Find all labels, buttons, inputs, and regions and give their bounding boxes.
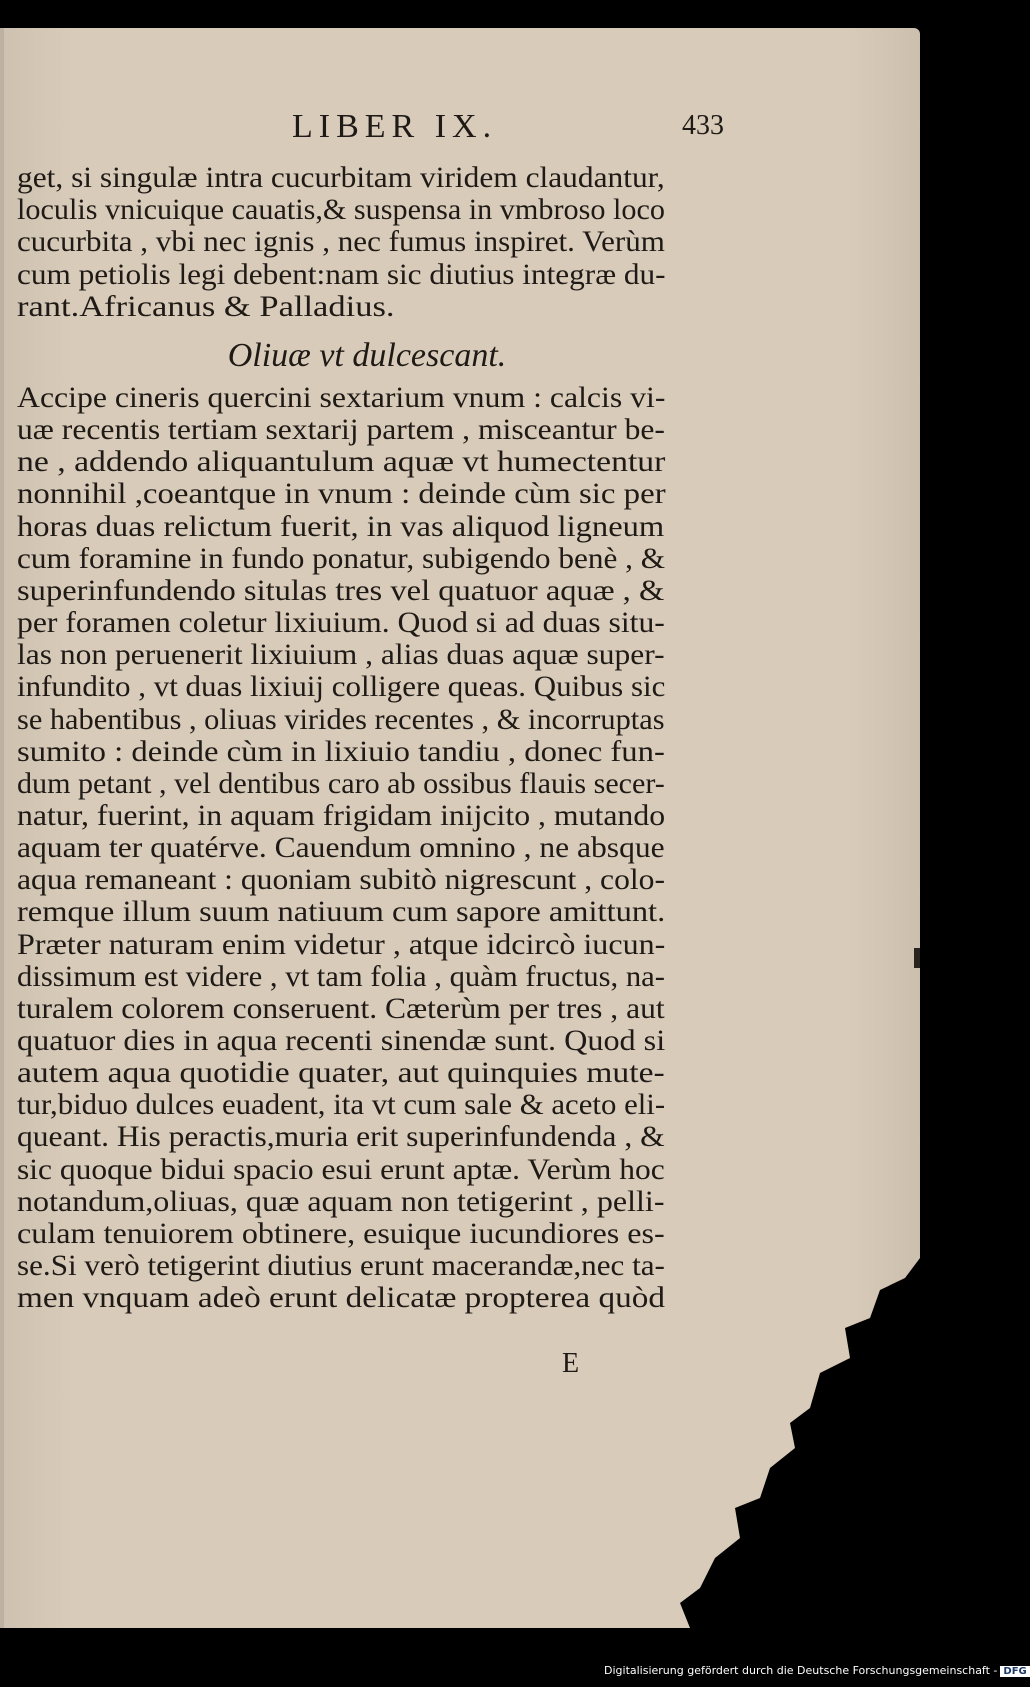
text-line: sumito : deinde cùm in lixiuio tandiu , donec fun- (17, 734, 665, 768)
dfg-logo: DFG (1000, 1666, 1029, 1677)
text-line: quatuor dies in aqua recenti sinendæ sunt. Quod si (17, 1024, 666, 1057)
torn-corner-shape (680, 1258, 920, 1628)
text-line: Præter naturam enim videtur , atque idcircò iucun- (17, 927, 666, 961)
text-line: cum petiolis legi debent:nam sic diutius integræ du- (17, 257, 666, 291)
text-line: get, si singulæ intra cucurbitam viridem claudantur, (17, 161, 665, 194)
text-line: sic quoque bidui spacio esui erunt aptæ. Verùm hoc (17, 1152, 665, 1186)
text-line: loculis vnicuique cauatis,& suspensa in vmbroso loco (17, 193, 665, 227)
text-line: superinfundendo situlas tres vel quatuor aquæ , & (17, 573, 665, 607)
text-line: las non peruenerit lixiuium , alias duas aquæ super- (17, 638, 665, 672)
text-line: infundito , vt duas lixiuij colligere queas. Quibus sic (17, 670, 666, 704)
text-line: nonnihil ,coeantque in vnum : deinde cùm sic per (17, 477, 666, 511)
text-line: se.Si verò tetigerint diutius erunt macerandæ,nec ta- (17, 1249, 665, 1283)
text-line: aquam ter quatérve. Cauendum omnino , ne absque (17, 831, 665, 865)
text-line: rant.Africanus & Palladius. (17, 289, 395, 323)
text-line: remque illum suum natiuum cum sapore amittunt. (17, 895, 666, 929)
footer-text: Digitalisierung gefördert durch die Deutsche Forschungsgemeinschaft - (604, 1664, 998, 1677)
text-line: Accipe cineris quercini sextarium vnum : calcis vi- (17, 381, 666, 414)
running-head (17, 96, 724, 152)
text-line: cum foramine in fundo ponatur, subigendo benè , & (17, 541, 666, 575)
section-heading: Oliuæ vt dulcescant. (227, 337, 507, 374)
text-line: dum petant , vel dentibus caro ab ossibus flauis secer- (17, 766, 665, 800)
text-line: culam tenuiorem obtinere, esuique iucundiores es- (17, 1216, 665, 1250)
text-line: ne , addendo aliquantulum aquæ vt humectentur (17, 445, 666, 479)
text-line: horas duas relictum fuerit, in vas aliquod ligneum (17, 509, 665, 543)
text-line: se habentibus , oliuas virides recentes , & incorruptas (17, 702, 665, 736)
book-page (0, 28, 920, 1628)
text-line: tur,biduo dulces euadent, ita vt cum sale & aceto eli- (17, 1088, 666, 1122)
running-title: LIBER IX. (292, 108, 498, 145)
text-line: men vnquam adeò erunt delicatæ propterea quòd (17, 1281, 665, 1315)
text-line: turalem colorem conseruent. Cæterùm per tres , aut (17, 991, 665, 1025)
page-number: 433 (682, 110, 724, 141)
text-line: per foramen coletur lixiuium. Quod si ad duas situ- (17, 606, 665, 640)
text-line: autem aqua quotidie quater, aut quinquies mute- (17, 1056, 665, 1090)
text-line: cucurbita , vbi nec ignis , nec fumus inspiret. Verùm (17, 225, 665, 259)
signature-mark: E (562, 1348, 580, 1379)
text-line: dissimum est videre , vt tam folia , quàm fructus, na- (17, 959, 665, 993)
text-line: natur, fuerint, in aquam frigidam inijcito , mutando (17, 798, 666, 832)
text-line: uæ recentis tertiam sextarij partem , misceantur be- (17, 413, 665, 447)
text-line: queant. His peractis,muria erit superinfundenda , & (17, 1120, 665, 1154)
footer-credit (604, 1664, 1030, 1677)
text-line: aqua remaneant : quoniam subitò nigrescunt , colo- (17, 863, 666, 897)
text-line: notandum,oliuas, quæ aquam non tetigerint , pelli- (17, 1184, 665, 1218)
